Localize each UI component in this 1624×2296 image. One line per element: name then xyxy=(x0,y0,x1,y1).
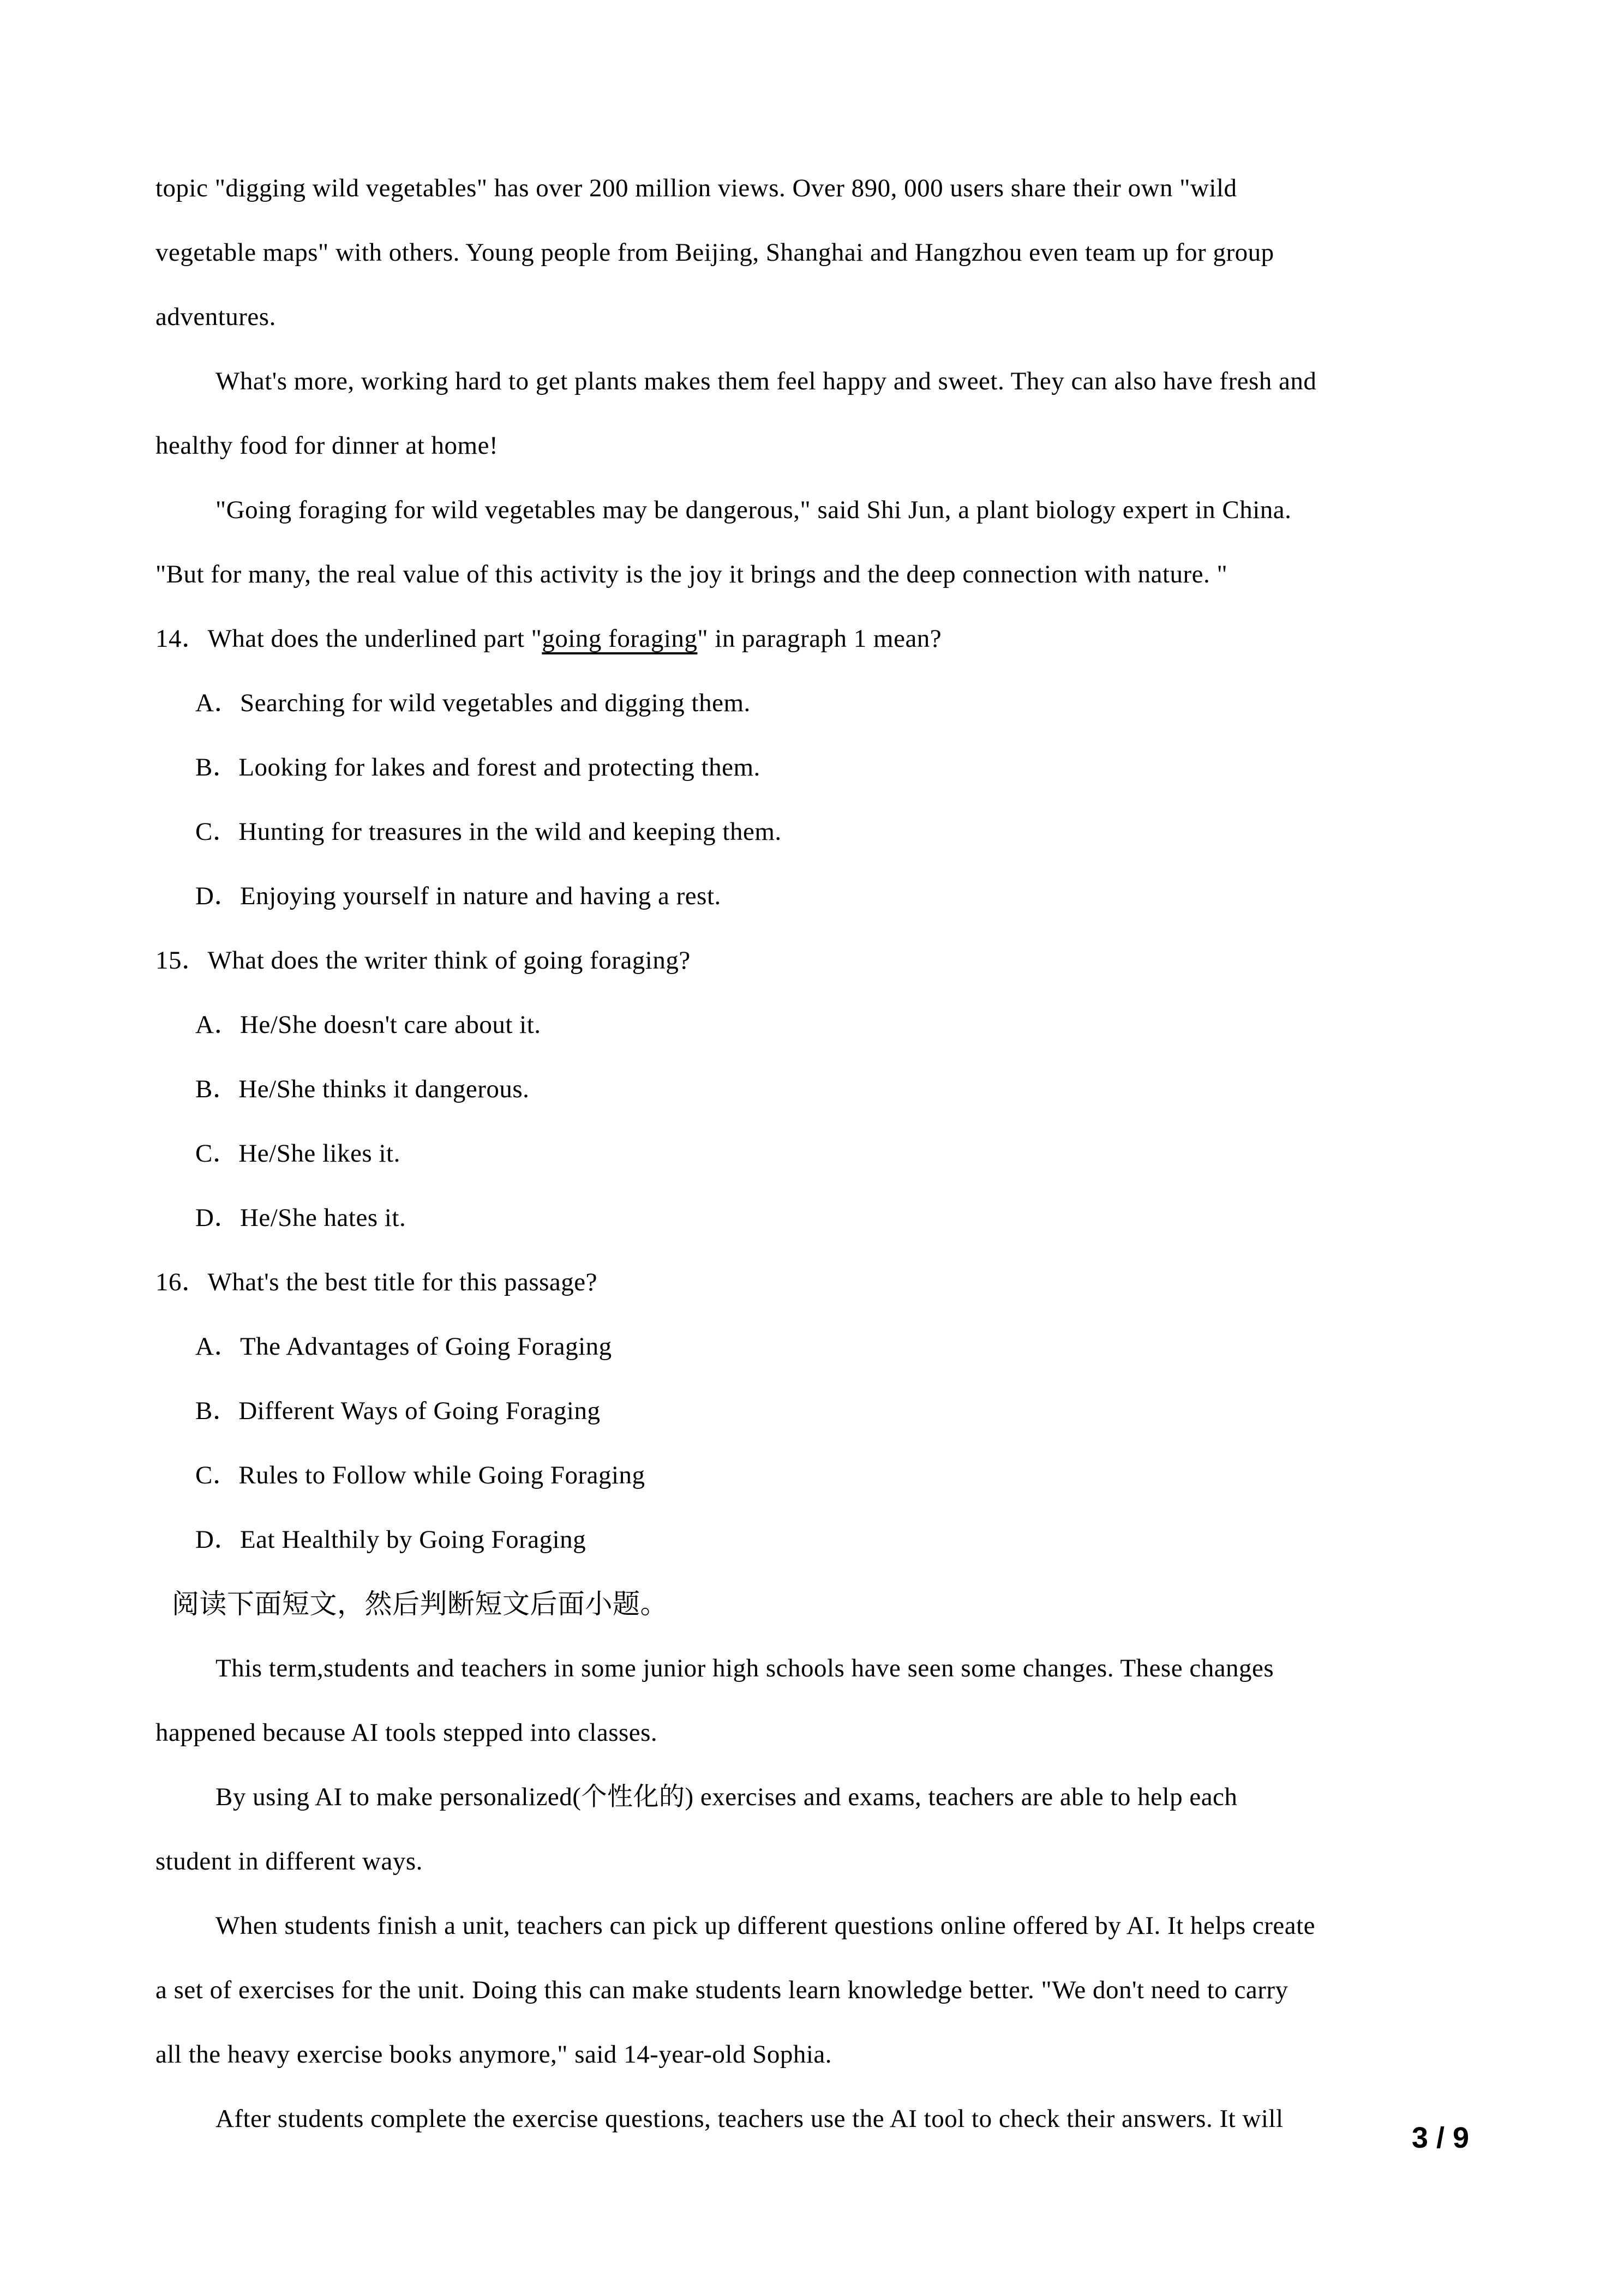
question-15-option-d: D．He/She hates it. xyxy=(195,1204,406,1232)
passage2-p2-line2: student in different ways. xyxy=(155,1847,423,1876)
passage2-p3-line3: all the heavy exercise books anymore," said 14-year-old Sophia. xyxy=(155,2040,832,2069)
passage2-p3-line2: a set of exercises for the unit. Doing this can make students learn knowledge better. "We don't need to carry xyxy=(155,1976,1289,2004)
question-15-stem: 15．What does the writer think of going foraging? xyxy=(155,946,691,975)
question-16-stem: 16．What's the best title for this passage? xyxy=(155,1268,597,1296)
passage1-p1-line2: vegetable maps" with others. Young people from Beijing, Shanghai and Hangzhou even team up for group xyxy=(155,238,1274,267)
passage2-p4-line1: After students complete the exercise questions, teachers use the AI tool to check their answers. It will xyxy=(215,2105,1284,2133)
question-16-option-b: B．Different Ways of Going Foraging xyxy=(195,1397,601,1425)
question-14-option-b: B．Looking for lakes and forest and protecting them. xyxy=(195,753,760,782)
question-16-option-d: D．Eat Healthily by Going Foraging xyxy=(195,1525,586,1554)
passage2-p1-line2: happened because AI tools stepped into classes. xyxy=(155,1718,658,1747)
question-14-option-a: A．Searching for wild vegetables and digging them. xyxy=(195,689,751,717)
page-text xyxy=(155,156,1492,2154)
passage1-p2-line2: healthy food for dinner at home! xyxy=(155,431,499,460)
question-16-option-a: A．The Advantages of Going Foraging xyxy=(195,1332,612,1361)
passage1-p1-line3: adventures. xyxy=(155,303,276,331)
question-14-stem-prefix: 14．What does the underlined part " xyxy=(155,624,542,653)
question-14-stem-suffix: " in paragraph 1 mean? xyxy=(697,624,942,653)
reading-instruction-zh: 阅读下面短文，然后判断短文后面小题。 xyxy=(172,1589,668,1619)
passage1-p3-line1: "Going foraging for wild vegetables may be dangerous," said Shi Jun, a plant biology expert in China. xyxy=(215,496,1292,524)
passage2-p2-line1: By using AI to make personalized(个性化的) exercises and exams, teachers are able to help each xyxy=(215,1783,1238,1811)
question-14-stem xyxy=(155,606,1492,671)
question-15-option-a: A．He/She doesn't care about it. xyxy=(195,1011,541,1039)
question-16-option-c: C．Rules to Follow while Going Foraging xyxy=(195,1461,645,1489)
passage2-p3-line1: When students finish a unit, teachers can pick up different questions online offered by AI. It helps create xyxy=(215,1912,1316,1940)
passage1-p3-line2: "But for many, the real value of this activity is the joy it brings and the deep connection with nature. " xyxy=(155,560,1228,588)
question-14-option-c: C．Hunting for treasures in the wild and keeping them. xyxy=(195,818,782,846)
page-number: 3 / 9 xyxy=(1411,2121,1469,2154)
passage1-p1-line1: topic "digging wild vegetables" has over 200 million views. Over 890, 000 users share their own "wild xyxy=(155,174,1237,202)
question-15-option-b: B．He/She thinks it dangerous. xyxy=(195,1075,530,1103)
question-14-option-d: D．Enjoying yourself in nature and having a rest. xyxy=(195,882,721,910)
passage2-p1-line1: This term,students and teachers in some junior high schools have seen some changes. These changes xyxy=(215,1654,1274,1682)
passage1-p2-line1: What's more, working hard to get plants makes them feel happy and sweet. They can also have fresh and xyxy=(215,367,1317,395)
question-14-underlined-phrase: going foraging xyxy=(542,624,698,653)
question-15-option-c: C．He/She likes it. xyxy=(195,1139,400,1168)
